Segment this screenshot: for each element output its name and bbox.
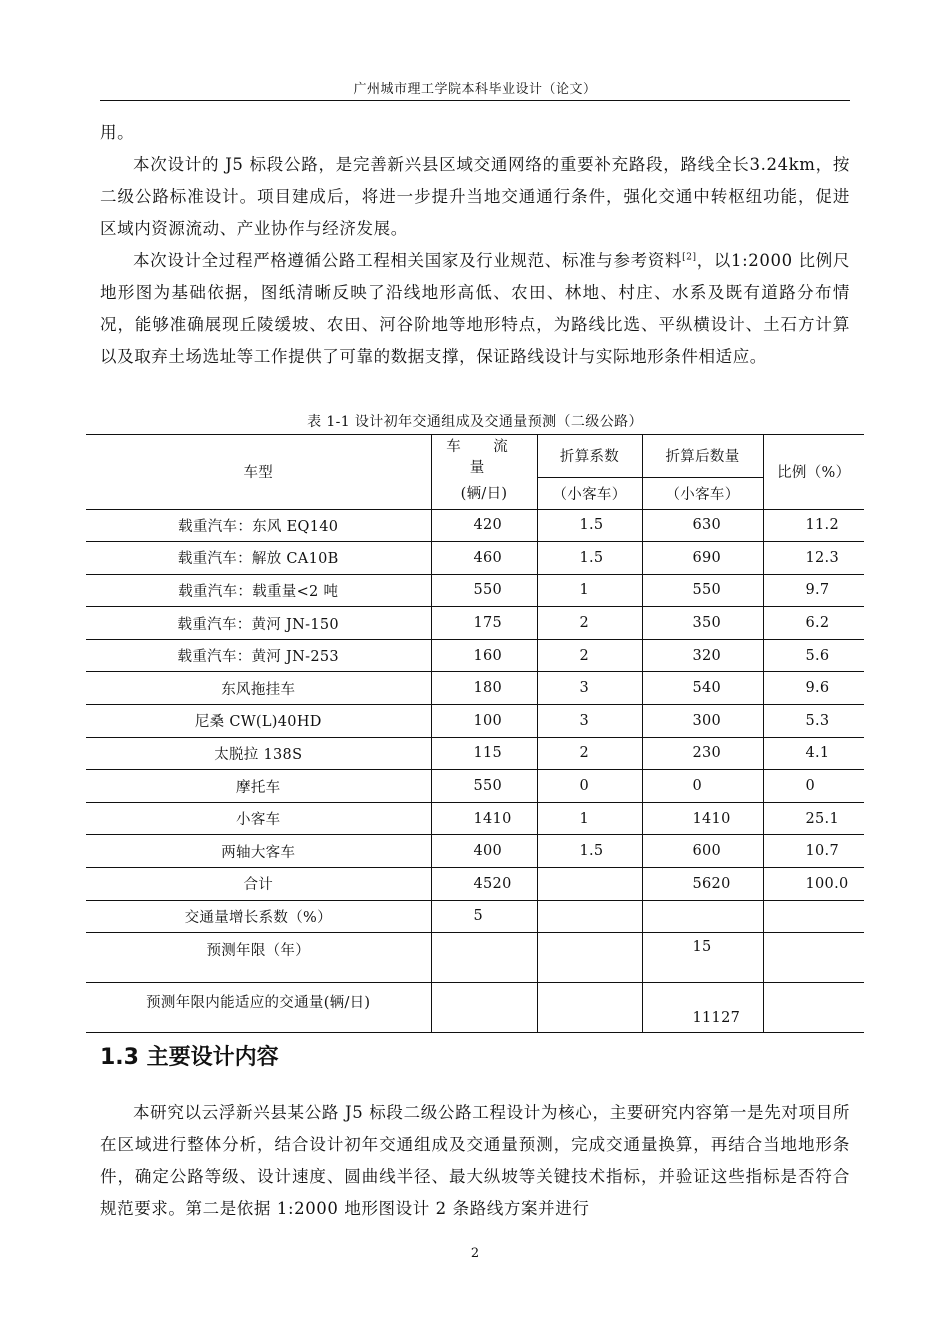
cell-coef: 2 <box>537 639 642 672</box>
cell-coef: 1.5 <box>537 542 642 575</box>
cell-ratio: 9.6 <box>763 672 864 705</box>
header-ratio: 比例（%） <box>763 435 864 510</box>
table-row <box>86 802 864 835</box>
cell-type: 东风拖挂车 <box>86 672 431 705</box>
cell-flow: 5 <box>431 900 537 933</box>
cell-type: 交通量增长系数（%） <box>86 900 431 933</box>
cell-type: 载重汽车：黄河 JN-253 <box>86 639 431 672</box>
cell-ratio: 25.1 <box>763 802 864 835</box>
cell-ratio: 0 <box>763 770 864 803</box>
cell-flow: 4520 <box>431 868 537 901</box>
cell-flow: 420 <box>431 509 537 542</box>
cell-empty <box>431 933 537 983</box>
header-conv-bottom: （小客车） <box>642 477 763 509</box>
table-row <box>86 737 864 770</box>
cell-conv <box>642 900 763 933</box>
cell-ratio: 4.1 <box>763 737 864 770</box>
table-row-total <box>86 868 864 901</box>
table-caption: 表 1-1 设计初年交通组成及交通量预测（二级公路） <box>307 414 643 430</box>
traffic-table <box>86 434 864 1033</box>
table-row <box>86 542 864 575</box>
cell-forecast-years-label: 预测年限（年） <box>86 933 431 983</box>
cell-coef: 0 <box>537 770 642 803</box>
section-body <box>100 1097 850 1225</box>
cell-conv: 690 <box>642 542 763 575</box>
cell-coef <box>537 900 642 933</box>
cell-ratio: 12.3 <box>763 542 864 575</box>
cell-ratio: 9.7 <box>763 574 864 607</box>
cell-type: 载重汽车：载重量<2 吨 <box>86 574 431 607</box>
cell-forecast-volume-label: 预测年限内能适应的交通量(辆/日) <box>86 983 431 1033</box>
cell-ratio: 100.0 <box>763 868 864 901</box>
table-row-forecast-years <box>86 933 864 983</box>
cell-type: 尼桑 CW(L)40HD <box>86 705 431 738</box>
header-conv-top: 折算后数量 <box>642 435 763 478</box>
cell-empty <box>431 983 537 1033</box>
cell-empty <box>537 933 642 983</box>
paragraph-design-basis-part1: 本次设计全过程严格遵循公路工程相关国家及行业规范、标准与参考资料 <box>133 251 683 270</box>
page-number: 2 <box>470 1246 480 1261</box>
cell-flow: 115 <box>431 737 537 770</box>
cell-flow: 1410 <box>431 802 537 835</box>
intro-text <box>100 117 850 373</box>
header-flow-bottom: (辆/日) <box>431 477 537 509</box>
cell-conv: 5620 <box>642 868 763 901</box>
table-row <box>86 705 864 738</box>
cell-conv: 630 <box>642 509 763 542</box>
cell-conv: 550 <box>642 574 763 607</box>
paragraph-continuation: 用。 <box>100 123 135 142</box>
cell-type: 合计 <box>86 868 431 901</box>
cell-type: 太脱拉 138S <box>86 737 431 770</box>
cell-flow: 100 <box>431 705 537 738</box>
cell-ratio <box>763 900 864 933</box>
cell-flow: 550 <box>431 574 537 607</box>
cell-type: 载重汽车：东风 EQ140 <box>86 509 431 542</box>
cell-coef: 2 <box>537 737 642 770</box>
cell-coef: 2 <box>537 607 642 640</box>
cell-conv: 230 <box>642 737 763 770</box>
cell-coef: 1.5 <box>537 835 642 868</box>
cell-flow: 460 <box>431 542 537 575</box>
cell-flow: 175 <box>431 607 537 640</box>
running-header: 广州城市理工学院本科毕业设计（论文） <box>353 82 597 97</box>
cell-conv: 1410 <box>642 802 763 835</box>
cell-ratio: 6.2 <box>763 607 864 640</box>
cell-conv: 600 <box>642 835 763 868</box>
header-coef-bottom: （小客车） <box>537 477 642 509</box>
cell-ratio: 11.2 <box>763 509 864 542</box>
section-heading: 1.3 主要设计内容 <box>100 1045 279 1070</box>
table-row <box>86 639 864 672</box>
cell-ratio: 5.3 <box>763 705 864 738</box>
cell-conv: 300 <box>642 705 763 738</box>
paragraph-design-basis-part2: ，以1:2000 比例尺地形图为基础依据，图纸清晰反映了沿线地形高低、农田、林地、村庄、水系及既有道路分布情况，能够准确展现丘陵缓坡、农田、河谷阶地等地形特点，为路线比选、平纵横设计、土石方计算以及取弃土场选址等工作提供了可靠的数据支撑，保证路线设计与实际地形条件相适应。 <box>100 251 851 366</box>
table-row <box>86 835 864 868</box>
cell-flow: 400 <box>431 835 537 868</box>
cell-empty <box>763 983 864 1033</box>
citation-ref: [2] <box>682 252 697 263</box>
cell-type: 小客车 <box>86 802 431 835</box>
cell-coef: 1.5 <box>537 509 642 542</box>
paragraph-research-content: 本研究以云浮新兴县某公路 J5 标段二级公路工程设计为核心，主要研究内容第一是先对项目所在区域进行整体分析，结合设计初年交通组成及交通量预测，完成交通量换算，再结合当地地形条件，确定公路等级、设计速度、圆曲线半径、最大纵坡等关键技术指标，并验证这些指标是否符合规范要求。第二是依据 1:2000 地形图设计 2 条路线方案并进行 <box>100 1103 850 1218</box>
paragraph-project-overview: 本次设计的 J5 标段公路，是完善新兴县区域交通网络的重要补充路段，路线全长3.24km，按二级公路标准设计。项目建成后，将进一步提升当地交通通行条件，强化交通中转枢纽功能，促进区域内资源流动、产业协作与经济发展。 <box>100 155 850 238</box>
cell-flow: 160 <box>431 639 537 672</box>
cell-empty <box>537 983 642 1033</box>
header-rule <box>100 100 850 101</box>
cell-type: 载重汽车：解放 CA10B <box>86 542 431 575</box>
cell-forecast-years-value: 15 <box>642 933 763 983</box>
cell-coef: 1 <box>537 802 642 835</box>
table-row <box>86 672 864 705</box>
table-row <box>86 509 864 542</box>
cell-type: 两轴大客车 <box>86 835 431 868</box>
cell-forecast-volume-value: 11127 <box>642 983 763 1033</box>
cell-conv: 0 <box>642 770 763 803</box>
cell-conv: 320 <box>642 639 763 672</box>
table-row <box>86 607 864 640</box>
cell-conv: 540 <box>642 672 763 705</box>
header-coef-top: 折算系数 <box>537 435 642 478</box>
cell-ratio: 5.6 <box>763 639 864 672</box>
table-row <box>86 770 864 803</box>
header-flow-top: 车 流 量 <box>431 435 537 478</box>
paragraph-design-basis <box>100 245 850 373</box>
cell-coef: 3 <box>537 705 642 738</box>
cell-type: 摩托车 <box>86 770 431 803</box>
cell-flow: 180 <box>431 672 537 705</box>
cell-empty <box>763 933 864 983</box>
cell-conv: 350 <box>642 607 763 640</box>
table-row-growth <box>86 900 864 933</box>
table-row <box>86 574 864 607</box>
cell-coef: 1 <box>537 574 642 607</box>
cell-coef: 3 <box>537 672 642 705</box>
table-row-forecast-volume <box>86 983 864 1033</box>
header-vehicle-type: 车型 <box>86 435 431 510</box>
cell-type: 载重汽车：黄河 JN-150 <box>86 607 431 640</box>
cell-ratio: 10.7 <box>763 835 864 868</box>
cell-flow: 550 <box>431 770 537 803</box>
cell-coef <box>537 868 642 901</box>
